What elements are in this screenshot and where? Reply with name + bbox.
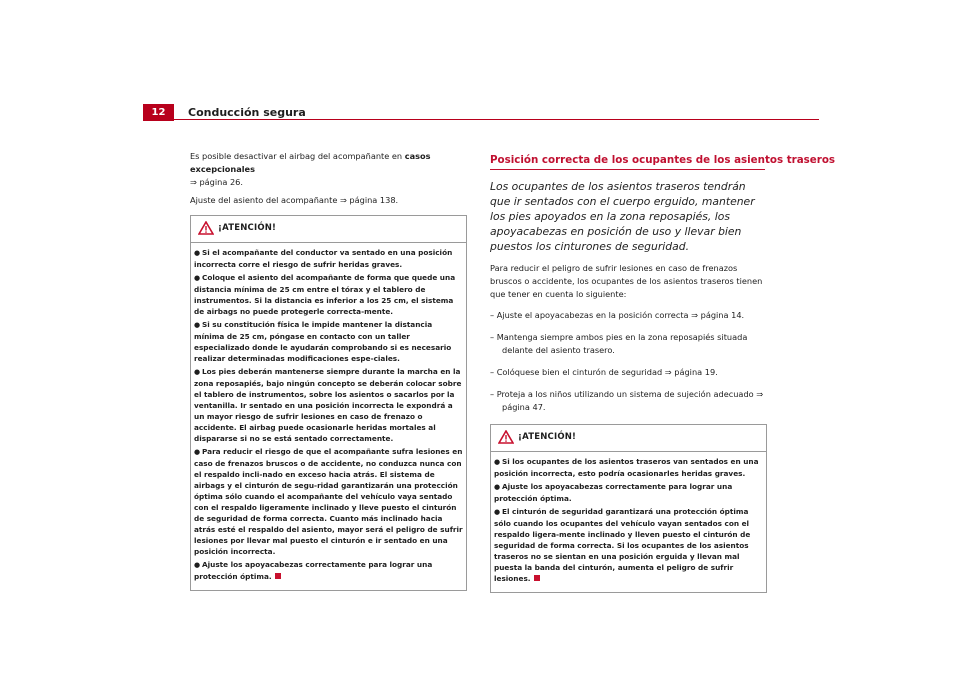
warning-title: ¡ATENCIÓN! [518,432,577,442]
right-column [490,153,836,593]
list-item: – Proteja a los niños utilizando un sistema de sujeción adecuado ⇒ página 47. [490,389,764,412]
section-title: Posición correcta de los ocupantes de los asientos traseros [490,154,836,166]
warning-box-front [190,215,467,591]
section-rule [490,169,765,170]
warning-item-text: Si el acompañante del conductor va sentado en una posición incorrecta corre el riesgo de sufrir heridas graves. [194,248,453,269]
warning-item [194,319,463,364]
warning-triangle-icon [198,221,214,235]
warning-item-text: Ajuste los apoyacabezas correctamente para lograr una protección óptima. [194,560,433,581]
warning-item [194,366,463,444]
list-item-text: Proteja a los niños utilizando un sistema de sujeción adecuado ⇒ página 47. [496,389,764,412]
intro-paragraph: Para reducir el peligro de sufrir lesiones en caso de frenazos bruscos o accidente, los ocupantes de los asientos traseros tienen que tener en cuenta lo siguiente: [490,263,763,299]
bullet-icon: ● [194,274,201,282]
warning-item-text: El cinturón de seguridad garantizará una protección óptima sólo cuando los ocupantes del vehículo vayan sentados con el respaldo ligera-mente inclinado y lleven puesto el cinturón de seguridad de forma correcta. Si los ocupantes de los asientos traseros no se sientan en una posición erguida y llevan mal puesta la banda del cinturón, aumenta el peligro de sufrir lesiones. [494,507,751,583]
warning-item [194,272,463,317]
seat-adjust-paragraph: Ajuste del asiento del acompañante ⇒ página 138. [190,195,399,205]
page-reference-link[interactable]: ⇒ página 26. [190,177,243,187]
warning-box-rear [490,424,767,593]
warning-triangle-icon [498,430,514,444]
list-item: – Colóquese bien el cinturón de seguridad ⇒ página 19. [490,367,718,377]
bullet-icon: ● [194,249,201,257]
left-column [190,150,467,591]
warning-item [494,481,763,504]
paragraph-text: Es posible desactivar el airbag del acompañante en [190,151,405,161]
list-item-text: Mantenga siempre ambos pies en la zona reposapiés situada delante del asiento trasero. [496,332,748,355]
section-end-icon [534,575,540,581]
bullet-icon: ● [194,321,201,329]
airbag-deactivation-paragraph [190,150,467,189]
warning-header [191,216,466,243]
warning-item [194,247,463,270]
bullet-icon: ● [494,483,501,491]
warning-item-text: Si los ocupantes de los asientos traseros van sentados en una posición incorrecta, esto podría ocasionarles heridas graves. [494,457,759,478]
warning-item-text: Coloque el asiento del acompañante de forma que quede una distancia mínima de 25 cm entre el tórax y el tablero de instrumentos. Si la distancia es inferior a los 25 cm, el sistema de airbags no puede protegerle correcta-mente. [194,273,456,316]
bullet-icon: ● [494,458,501,466]
warning-item [194,559,463,582]
list-item: – Ajuste el apoyacabezas en la posición correcta ⇒ página 14. [490,310,745,320]
chapter-title: Conducción segura [188,106,306,119]
paragraph-bold-text: casos excepcionales [190,151,431,174]
warning-item-text: Si su constitución física le impide mantener la distancia mínima de 25 cm, póngase en contacto con un taller especializado donde le ayudarán comprobando si es necesario realizar determinadas modificaciones espe-ciales. [194,320,452,363]
list-item-text: Ajuste el apoyacabezas en la posición correcta ⇒ página 14. [496,310,745,320]
warning-title: ¡ATENCIÓN! [218,223,277,233]
warning-item [494,456,763,479]
list-item: – Mantenga siempre ambos pies en la zona reposapiés situada delante del asiento trasero. [490,332,748,355]
bullet-icon: ● [494,508,501,516]
bullet-icon: ● [194,448,201,456]
warning-header [491,425,766,452]
header-rule [174,119,819,120]
section-end-icon [275,573,281,579]
warning-item-text: Ajuste los apoyacabezas correctamente para lograr una protección óptima. [494,482,733,503]
warning-item [494,506,763,584]
page-number: 12 [143,104,174,121]
bullet-icon: ● [194,561,201,569]
warning-item-text: Para reducir el riesgo de que el acompañante sufra lesiones en caso de frenazos bruscos o de accidente, no conduzca nunca con el respaldo incli-nado en exceso hacia atrás. El sistema de airbags y el cinturón de segu-ridad garantizarán una protección óptima sólo cuando el acompañante del vehículo vaya sentado con el respaldo ligeramente inclinado y lleve puesto el cinturón de seguridad de forma correcta. Cuanto más inclinado hacia atrás esté el respaldo del asiento, mayor será el peligro de sufrir lesiones por llevar mal puesto el cinturón e ir sentado en una posición incorrecta. [194,447,463,556]
warning-item [194,446,463,557]
bullet-icon: ● [194,368,201,376]
list-item-text: Colóquese bien el cinturón de seguridad ⇒ página 19. [496,367,718,377]
warning-item-text: Los pies deberán mantenerse siempre durante la marcha en la zona reposapiés, bajo ningún concepto se deberán colocar sobre el tablero de instrumentos, sobre los asientos o sacarlos por la ventanilla. Ir sentado en una posición incorrecta le expondrá a un mayor riesgo de sufrir lesiones en caso de frenazo o accidente. El airbag puede ocasionarle heridas mortales al dispararse si no se está sentado correctamente. [194,367,462,443]
section-lead: Los ocupantes de los asientos traseros tendrán que ir sentados con el cuerpo erguido, mantener los pies apoyados en la zona reposapiés, los apoyacabezas en posición de uso y llevar bien puestos los cinturones de seguridad. [490,180,755,253]
